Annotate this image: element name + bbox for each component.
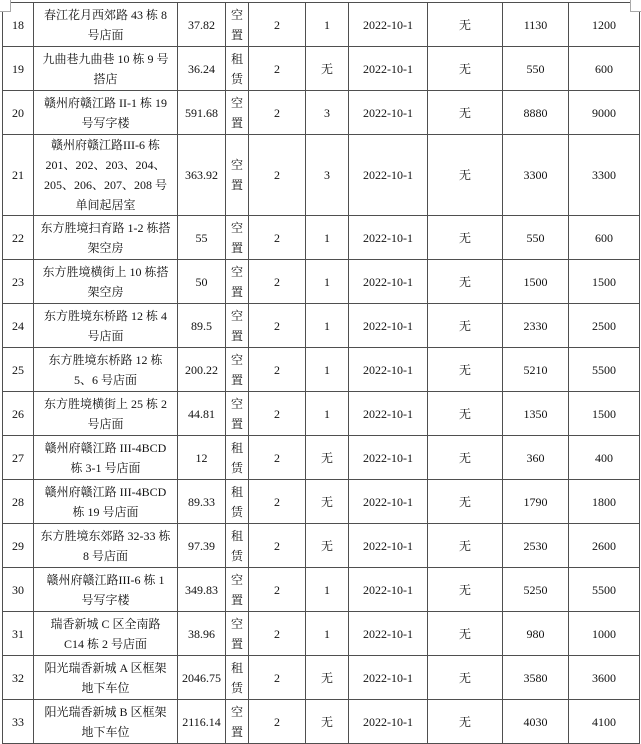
address-cell: 春江花月西郊路 43 栋 8 号店面 bbox=[34, 3, 178, 47]
address-cell: 赣州府赣江路 III-4BCD 栋 3-1 号店面 bbox=[34, 436, 178, 480]
price-1-cell: 980 bbox=[503, 612, 569, 656]
price-1-cell: 5210 bbox=[503, 348, 569, 392]
col8-cell: 无 bbox=[428, 304, 503, 348]
col6-cell: 3 bbox=[306, 135, 349, 216]
price-2-cell: 600 bbox=[569, 47, 640, 91]
table-row bbox=[3, 392, 640, 436]
date-cell: 2022-10-1 bbox=[349, 47, 428, 91]
col5-cell: 2 bbox=[249, 47, 306, 91]
status-cell: 空置 bbox=[226, 392, 249, 436]
col5-cell: 2 bbox=[249, 568, 306, 612]
area-cell: 591.68 bbox=[178, 91, 226, 135]
row-number-cell: 22 bbox=[3, 216, 34, 260]
table-row bbox=[3, 3, 640, 47]
date-cell: 2022-10-1 bbox=[349, 91, 428, 135]
status-cell: 空置 bbox=[226, 304, 249, 348]
table-row bbox=[3, 47, 640, 91]
status-cell: 租赁 bbox=[226, 524, 249, 568]
price-2-cell: 4100 bbox=[569, 700, 640, 744]
price-1-cell: 550 bbox=[503, 216, 569, 260]
col8-cell: 无 bbox=[428, 436, 503, 480]
status-cell: 空置 bbox=[226, 568, 249, 612]
price-2-cell: 1000 bbox=[569, 612, 640, 656]
row-number-cell: 26 bbox=[3, 392, 34, 436]
area-cell: 12 bbox=[178, 436, 226, 480]
row-number-cell: 20 bbox=[3, 91, 34, 135]
price-2-cell: 5500 bbox=[569, 348, 640, 392]
price-2-cell: 1800 bbox=[569, 480, 640, 524]
corner-artifact-right bbox=[630, 0, 641, 12]
price-1-cell: 550 bbox=[503, 47, 569, 91]
col8-cell: 无 bbox=[428, 348, 503, 392]
col6-cell: 无 bbox=[306, 47, 349, 91]
price-2-cell: 2600 bbox=[569, 524, 640, 568]
col5-cell: 2 bbox=[249, 436, 306, 480]
area-cell: 37.82 bbox=[178, 3, 226, 47]
area-cell: 89.5 bbox=[178, 304, 226, 348]
price-2-cell: 3300 bbox=[569, 135, 640, 216]
col8-cell: 无 bbox=[428, 656, 503, 700]
address-cell: 东方胜境东郊路 32-33 栋 8 号店面 bbox=[34, 524, 178, 568]
col6-cell: 无 bbox=[306, 480, 349, 524]
area-cell: 36.24 bbox=[178, 47, 226, 91]
col5-cell: 2 bbox=[249, 3, 306, 47]
row-number-cell: 21 bbox=[3, 135, 34, 216]
table-row bbox=[3, 135, 640, 216]
price-1-cell: 1500 bbox=[503, 260, 569, 304]
price-2-cell: 600 bbox=[569, 216, 640, 260]
date-cell: 2022-10-1 bbox=[349, 700, 428, 744]
price-1-cell: 2530 bbox=[503, 524, 569, 568]
date-cell: 2022-10-1 bbox=[349, 348, 428, 392]
property-listing-table bbox=[2, 2, 640, 744]
date-cell: 2022-10-1 bbox=[349, 436, 428, 480]
area-cell: 44.81 bbox=[178, 392, 226, 436]
date-cell: 2022-10-1 bbox=[349, 480, 428, 524]
col8-cell: 无 bbox=[428, 392, 503, 436]
date-cell: 2022-10-1 bbox=[349, 524, 428, 568]
col6-cell: 1 bbox=[306, 392, 349, 436]
table-row bbox=[3, 304, 640, 348]
col8-cell: 无 bbox=[428, 568, 503, 612]
table-row bbox=[3, 348, 640, 392]
col5-cell: 2 bbox=[249, 304, 306, 348]
address-cell: 东方胜境东桥路 12 栋 5、6 号店面 bbox=[34, 348, 178, 392]
row-number-cell: 19 bbox=[3, 47, 34, 91]
col5-cell: 2 bbox=[249, 135, 306, 216]
col8-cell: 无 bbox=[428, 480, 503, 524]
row-number-cell: 23 bbox=[3, 260, 34, 304]
price-1-cell: 360 bbox=[503, 436, 569, 480]
status-cell: 空置 bbox=[226, 135, 249, 216]
row-number-cell: 27 bbox=[3, 436, 34, 480]
col6-cell: 1 bbox=[306, 260, 349, 304]
address-cell: 赣州府赣江路 III-4BCD 栋 19 号店面 bbox=[34, 480, 178, 524]
address-cell: 阳光瑞香新城 A 区框架地下车位 bbox=[34, 656, 178, 700]
area-cell: 89.33 bbox=[178, 480, 226, 524]
address-cell: 阳光瑞香新城 B 区框架地下车位 bbox=[34, 700, 178, 744]
price-2-cell: 1500 bbox=[569, 260, 640, 304]
status-cell: 租赁 bbox=[226, 656, 249, 700]
table-row bbox=[3, 656, 640, 700]
area-cell: 50 bbox=[178, 260, 226, 304]
area-cell: 2046.75 bbox=[178, 656, 226, 700]
col5-cell: 2 bbox=[249, 700, 306, 744]
date-cell: 2022-10-1 bbox=[349, 3, 428, 47]
table-row bbox=[3, 91, 640, 135]
table-body bbox=[3, 3, 640, 744]
col8-cell: 无 bbox=[428, 260, 503, 304]
price-2-cell: 1200 bbox=[569, 3, 640, 47]
col5-cell: 2 bbox=[249, 348, 306, 392]
row-number-cell: 24 bbox=[3, 304, 34, 348]
date-cell: 2022-10-1 bbox=[349, 656, 428, 700]
price-1-cell: 1350 bbox=[503, 392, 569, 436]
address-cell: 赣州府赣江路III-6 栋 1 号写字楼 bbox=[34, 568, 178, 612]
address-cell: 瑞香新城 C 区全南路 C14 栋 2 号店面 bbox=[34, 612, 178, 656]
area-cell: 200.22 bbox=[178, 348, 226, 392]
price-1-cell: 5250 bbox=[503, 568, 569, 612]
status-cell: 空置 bbox=[226, 216, 249, 260]
status-cell: 租赁 bbox=[226, 480, 249, 524]
status-cell: 空置 bbox=[226, 3, 249, 47]
status-cell: 空置 bbox=[226, 348, 249, 392]
col5-cell: 2 bbox=[249, 524, 306, 568]
area-cell: 349.83 bbox=[178, 568, 226, 612]
price-2-cell: 5500 bbox=[569, 568, 640, 612]
row-number-cell: 28 bbox=[3, 480, 34, 524]
price-1-cell: 8880 bbox=[503, 91, 569, 135]
row-number-cell: 18 bbox=[3, 3, 34, 47]
date-cell: 2022-10-1 bbox=[349, 392, 428, 436]
status-cell: 租赁 bbox=[226, 436, 249, 480]
price-2-cell: 400 bbox=[569, 436, 640, 480]
address-cell: 东方胜境东桥路 12 栋 4 号店面 bbox=[34, 304, 178, 348]
col5-cell: 2 bbox=[249, 91, 306, 135]
col8-cell: 无 bbox=[428, 3, 503, 47]
col5-cell: 2 bbox=[249, 216, 306, 260]
date-cell: 2022-10-1 bbox=[349, 612, 428, 656]
col6-cell: 1 bbox=[306, 568, 349, 612]
date-cell: 2022-10-1 bbox=[349, 260, 428, 304]
table-row bbox=[3, 480, 640, 524]
row-number-cell: 29 bbox=[3, 524, 34, 568]
table-row bbox=[3, 568, 640, 612]
date-cell: 2022-10-1 bbox=[349, 216, 428, 260]
col6-cell: 1 bbox=[306, 216, 349, 260]
table-row bbox=[3, 436, 640, 480]
price-2-cell: 3600 bbox=[569, 656, 640, 700]
price-2-cell: 2500 bbox=[569, 304, 640, 348]
col5-cell: 2 bbox=[249, 480, 306, 524]
status-cell: 空置 bbox=[226, 612, 249, 656]
price-1-cell: 1130 bbox=[503, 3, 569, 47]
area-cell: 363.92 bbox=[178, 135, 226, 216]
area-cell: 55 bbox=[178, 216, 226, 260]
col6-cell: 3 bbox=[306, 91, 349, 135]
status-cell: 租赁 bbox=[226, 47, 249, 91]
col6-cell: 无 bbox=[306, 656, 349, 700]
col8-cell: 无 bbox=[428, 47, 503, 91]
address-cell: 赣州府赣江路 II-1 栋 19 号写字楼 bbox=[34, 91, 178, 135]
address-cell: 东方胜境横街上 10 栋搭架空房 bbox=[34, 260, 178, 304]
address-cell: 东方胜境横街上 25 栋 2 号店面 bbox=[34, 392, 178, 436]
col6-cell: 1 bbox=[306, 3, 349, 47]
col8-cell: 无 bbox=[428, 524, 503, 568]
col8-cell: 无 bbox=[428, 700, 503, 744]
row-number-cell: 31 bbox=[3, 612, 34, 656]
col6-cell: 1 bbox=[306, 304, 349, 348]
price-2-cell: 1500 bbox=[569, 392, 640, 436]
col8-cell: 无 bbox=[428, 612, 503, 656]
price-1-cell: 4030 bbox=[503, 700, 569, 744]
status-cell: 空置 bbox=[226, 91, 249, 135]
price-1-cell: 2330 bbox=[503, 304, 569, 348]
date-cell: 2022-10-1 bbox=[349, 135, 428, 216]
col8-cell: 无 bbox=[428, 91, 503, 135]
date-cell: 2022-10-1 bbox=[349, 568, 428, 612]
area-cell: 38.96 bbox=[178, 612, 226, 656]
col8-cell: 无 bbox=[428, 135, 503, 216]
status-cell: 空置 bbox=[226, 260, 249, 304]
corner-artifact-left bbox=[0, 0, 11, 12]
address-cell: 赣州府赣江路III-6 栋 201、202、203、204、205、206、207、208 号单间起居室 bbox=[34, 135, 178, 216]
table-row bbox=[3, 524, 640, 568]
address-cell: 东方胜境扫育路 1-2 栋搭架空房 bbox=[34, 216, 178, 260]
status-cell: 空置 bbox=[226, 700, 249, 744]
col6-cell: 无 bbox=[306, 700, 349, 744]
price-1-cell: 1790 bbox=[503, 480, 569, 524]
col5-cell: 2 bbox=[249, 656, 306, 700]
row-number-cell: 32 bbox=[3, 656, 34, 700]
row-number-cell: 25 bbox=[3, 348, 34, 392]
table-row bbox=[3, 260, 640, 304]
col6-cell: 无 bbox=[306, 524, 349, 568]
col6-cell: 1 bbox=[306, 612, 349, 656]
date-cell: 2022-10-1 bbox=[349, 304, 428, 348]
area-cell: 97.39 bbox=[178, 524, 226, 568]
table-row bbox=[3, 216, 640, 260]
table-row bbox=[3, 612, 640, 656]
row-number-cell: 33 bbox=[3, 700, 34, 744]
area-cell: 2116.14 bbox=[178, 700, 226, 744]
col8-cell: 无 bbox=[428, 216, 503, 260]
col5-cell: 2 bbox=[249, 392, 306, 436]
col6-cell: 无 bbox=[306, 436, 349, 480]
price-1-cell: 3580 bbox=[503, 656, 569, 700]
price-1-cell: 3300 bbox=[503, 135, 569, 216]
col6-cell: 1 bbox=[306, 348, 349, 392]
col5-cell: 2 bbox=[249, 612, 306, 656]
price-2-cell: 9000 bbox=[569, 91, 640, 135]
col5-cell: 2 bbox=[249, 260, 306, 304]
address-cell: 九曲巷九曲巷 10 栋 9 号搭店 bbox=[34, 47, 178, 91]
table-row bbox=[3, 700, 640, 744]
row-number-cell: 30 bbox=[3, 568, 34, 612]
